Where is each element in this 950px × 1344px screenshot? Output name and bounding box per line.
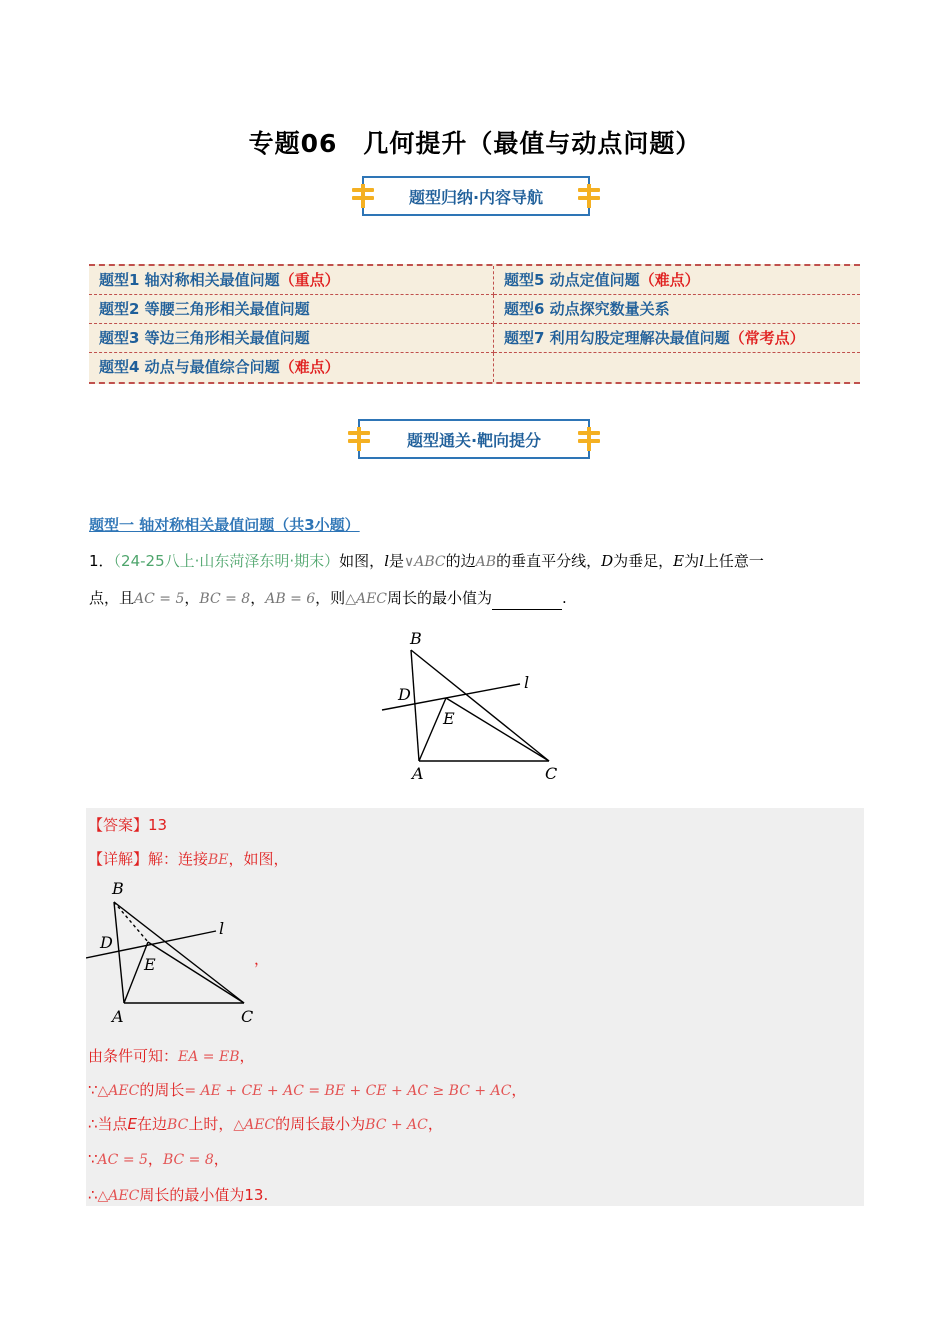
toc-item-1[interactable]: [89, 266, 494, 295]
text: .: [562, 589, 567, 607]
toc-tag: （难点）: [279, 358, 340, 376]
text: ，: [250, 589, 266, 607]
toc-tag: （难点）: [639, 271, 700, 289]
label-e: E: [443, 709, 455, 728]
math-expr: EA = EB: [178, 1049, 240, 1065]
question-figure: [370, 626, 570, 788]
line-bc: [114, 902, 244, 1003]
page-title: 专题06 几何提升（最值与动点问题）: [248, 129, 702, 158]
text: 在边: [137, 1115, 168, 1133]
line-bc: [411, 650, 549, 761]
label-b: B: [410, 629, 422, 648]
math-expr: BC: [167, 1117, 189, 1133]
math-expr: BE: [208, 852, 229, 868]
text: 的周长: [139, 1081, 185, 1099]
answer-figure: [86, 878, 266, 1028]
text: 的边: [445, 552, 476, 570]
text: 点，且: [89, 589, 135, 607]
text: 如图，: [339, 552, 385, 570]
text: 周长的最小值为13.: [139, 1186, 269, 1204]
text: ，: [147, 1150, 163, 1168]
toc-label: 题型7 利用勾股定理解决最值问题: [504, 329, 730, 347]
label-e: E: [144, 955, 156, 974]
label-a: A: [412, 764, 424, 783]
toc-empty-cell: [494, 353, 860, 382]
math-var: E: [127, 1115, 138, 1133]
toc-label: 题型1 轴对称相关最值问题: [99, 271, 280, 289]
answer-step-5: [88, 1184, 268, 1205]
label-l: l: [524, 673, 530, 692]
toc-item-3[interactable]: [89, 324, 494, 353]
text: 上时，: [188, 1115, 234, 1133]
toc-label: 题型2 等腰三角形相关最值问题: [99, 300, 310, 318]
text: ，: [239, 1047, 255, 1065]
line-be-dashed: [114, 902, 148, 942]
text: 周长的最小值为: [387, 589, 493, 607]
toc-tag: （重点）: [279, 271, 340, 289]
banner-label: 题型通关·靶向提分: [406, 430, 542, 450]
line-ec: [446, 698, 549, 761]
math-var: l: [699, 552, 704, 570]
equals-icon: [352, 184, 374, 208]
toc-item-7[interactable]: [494, 324, 860, 353]
label-c: C: [241, 1007, 254, 1026]
text: 是: [389, 552, 405, 570]
text: 由条件可知：: [88, 1047, 179, 1065]
toc-label: 题型4 动点与最值综合问题: [99, 358, 280, 376]
answer-panel: [86, 808, 864, 1206]
math-expr: AB = 6: [265, 591, 316, 607]
equals-icon: [578, 184, 600, 208]
text: ，则: [315, 589, 346, 607]
toc-item-6[interactable]: [494, 295, 860, 324]
text: ∴当点: [88, 1115, 128, 1133]
math-expr: AB: [475, 554, 497, 570]
toc-tag: （常考点）: [729, 329, 805, 347]
math-expr: ∨ABC: [404, 554, 446, 570]
math-expr: AC = 5: [97, 1152, 148, 1168]
label-d: D: [100, 933, 113, 952]
label-a: A: [112, 1007, 124, 1026]
answer-label: 【答案】13: [88, 816, 168, 834]
toc-label: 题型5 动点定值问题: [504, 271, 640, 289]
text: ，: [213, 1150, 229, 1168]
math-expr: △AEC: [233, 1117, 276, 1133]
equals-icon: [348, 427, 370, 451]
math-expr: BC = 8: [162, 1152, 214, 1168]
text: ∵: [88, 1081, 98, 1099]
text: ，如图，: [228, 850, 289, 868]
label-d: D: [398, 685, 411, 704]
math-expr: △AEC: [97, 1083, 140, 1099]
label-b: B: [112, 879, 124, 898]
banner-label: 题型归纳·内容导航: [408, 187, 544, 207]
answer-detail: [88, 848, 289, 869]
math-expr: △AEC: [97, 1188, 140, 1204]
text: ∴: [88, 1186, 98, 1204]
label-c: C: [545, 764, 558, 783]
math-var: l: [384, 552, 389, 570]
equals-icon: [578, 427, 600, 451]
math-expr: AC = 5: [134, 591, 185, 607]
toc-item-2[interactable]: [89, 295, 494, 324]
text: ∵: [88, 1150, 98, 1168]
question-line-1: [89, 550, 764, 573]
question-source: （24-25八上·山东菏泽东明·期末）: [113, 552, 340, 570]
question-number: 1．: [89, 552, 114, 570]
answer-step-4: [88, 1148, 229, 1169]
math-expr: BC = 8: [199, 591, 251, 607]
toc-item-5[interactable]: [494, 266, 860, 295]
text: 上任意一: [703, 552, 764, 570]
line-ae: [419, 698, 446, 761]
section-heading[interactable]: 题型一 轴对称相关最值问题（共3小题）: [89, 516, 360, 534]
math-var: D: [601, 552, 614, 570]
answer-blank[interactable]: [492, 595, 562, 610]
math-expr: BC + AC: [365, 1117, 428, 1133]
label-l: l: [219, 919, 225, 938]
text: ，: [511, 1081, 527, 1099]
math-expr: = AE + CE + AC = BE + CE + AC ≥ BC + AC: [184, 1083, 512, 1099]
text: 为: [684, 552, 700, 570]
text: 的周长最小为: [275, 1115, 366, 1133]
question-line-2: [89, 587, 567, 610]
text: ，: [427, 1115, 443, 1133]
answer-step-1: [88, 1045, 255, 1066]
answer-step-2: [88, 1079, 526, 1100]
text: ，: [184, 589, 200, 607]
answer-step-3: [88, 1113, 443, 1134]
toc-label: 题型6 动点探究数量关系: [504, 300, 670, 318]
banner-practice: [358, 419, 590, 459]
text: 【详解】解：连接: [88, 850, 209, 868]
line-ec: [148, 942, 244, 1003]
line-ba: [411, 650, 419, 761]
toc-item-4[interactable]: [89, 353, 494, 382]
text: 为垂足，: [613, 552, 674, 570]
text: 的垂直平分线，: [496, 552, 602, 570]
toc-label: 题型3 等边三角形相关最值问题: [99, 329, 310, 347]
banner-content-navigation: [362, 176, 590, 216]
toc-table: [89, 264, 860, 384]
math-expr: △AEC: [345, 591, 387, 607]
math-var: E: [673, 552, 685, 570]
figure-comma: ，: [254, 950, 270, 968]
